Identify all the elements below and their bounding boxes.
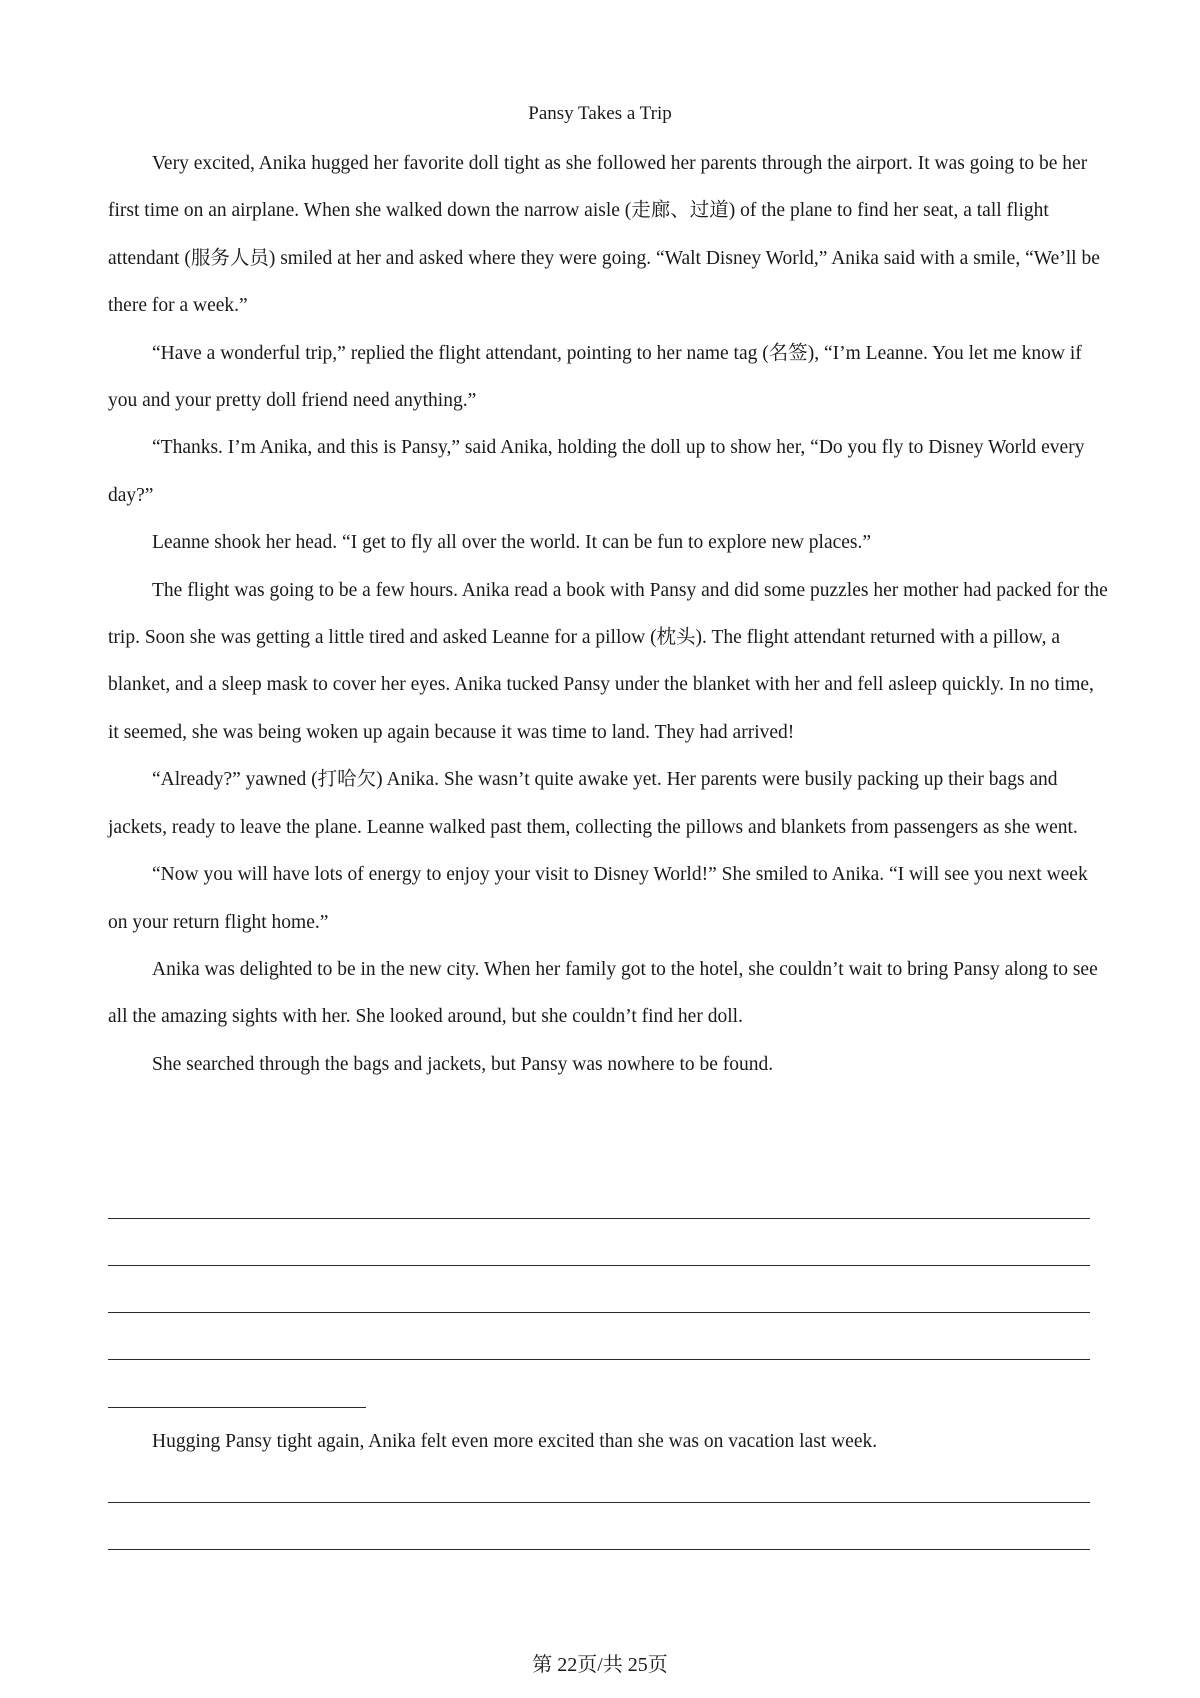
story-paragraph: Anika was delighted to be in the new city. When her family got to the hotel, she couldn’t wait to bring Pansy along to see all the amazing sights with her. She looked around, but she couldn’t find her doll. xyxy=(108,958,1098,1028)
answer-line[interactable] xyxy=(108,1265,1090,1266)
answer-line[interactable] xyxy=(108,1502,1090,1503)
story-title: Pansy Takes a Trip xyxy=(528,103,672,124)
story-paragraph: She searched through the bags and jackets, but Pansy was nowhere to be found. xyxy=(152,1053,774,1075)
story-paragraph: “Now you will have lots of energy to enjoy your visit to Disney World!” She smiled to Anika. “I will see you next week on your return flight home.” xyxy=(108,864,1088,933)
story-paragraph: Very excited, Anika hugged her favorite doll tight as she followed her parents through the airport. It was going to be her first time on an airplane. When she walked down the narrow aisle (走廊、过道) of the plane to find her seat, a tall flight attendant (服务人员) smiled at her and asked where they were going. “Walt Disney World,” Anika said with a smile, “We’ll be there for a week.” xyxy=(108,153,1100,317)
story-paragraph: “Already?” yawned (打哈欠) Anika. She wasn’t quite awake yet. Her parents were busily packing up their bags and jackets, ready to leave the plane. Leanne walked past them, collecting the pillows and blankets from passengers as she went. xyxy=(108,769,1078,838)
story-paragraph: “Have a wonderful trip,” replied the flight attendant, pointing to her name tag (名签), “I’m Leanne. You let me know if you and your pretty doll friend need anything.” xyxy=(108,342,1082,412)
answer-line[interactable] xyxy=(108,1218,1090,1219)
answer-line-short[interactable] xyxy=(108,1407,366,1408)
story-body xyxy=(108,140,1108,1088)
story-paragraph: “Thanks. I’m Anika, and this is Pansy,” said Anika, holding the doll up to show her, “Do you fly to Disney World every day?” xyxy=(108,437,1085,506)
answer-line[interactable] xyxy=(108,1312,1090,1313)
continuation-prompt: Hugging Pansy tight again, Anika felt even more excited than she was on vacation last week. xyxy=(152,1431,878,1452)
story-paragraph: The flight was going to be a few hours. Anika read a book with Pansy and did some puzzles her mother had packed for the trip. Soon she was getting a little tired and asked Leanne for a pillow (枕头). The flight attendant returned with a pillow, a blanket, and a sleep mask to cover her eyes. Anika tucked Pansy under the blanket with her and fell asleep quickly. In no time, it seemed, she was being woken up again because it was time to land. They had arrived! xyxy=(108,579,1108,743)
page-number: 第 22页/共 25页 xyxy=(532,1654,668,1676)
story-paragraph: Leanne shook her head. “I get to fly all over the world. It can be fun to explore new places.” xyxy=(152,532,872,554)
answer-line[interactable] xyxy=(108,1549,1090,1550)
answer-line[interactable] xyxy=(108,1359,1090,1360)
